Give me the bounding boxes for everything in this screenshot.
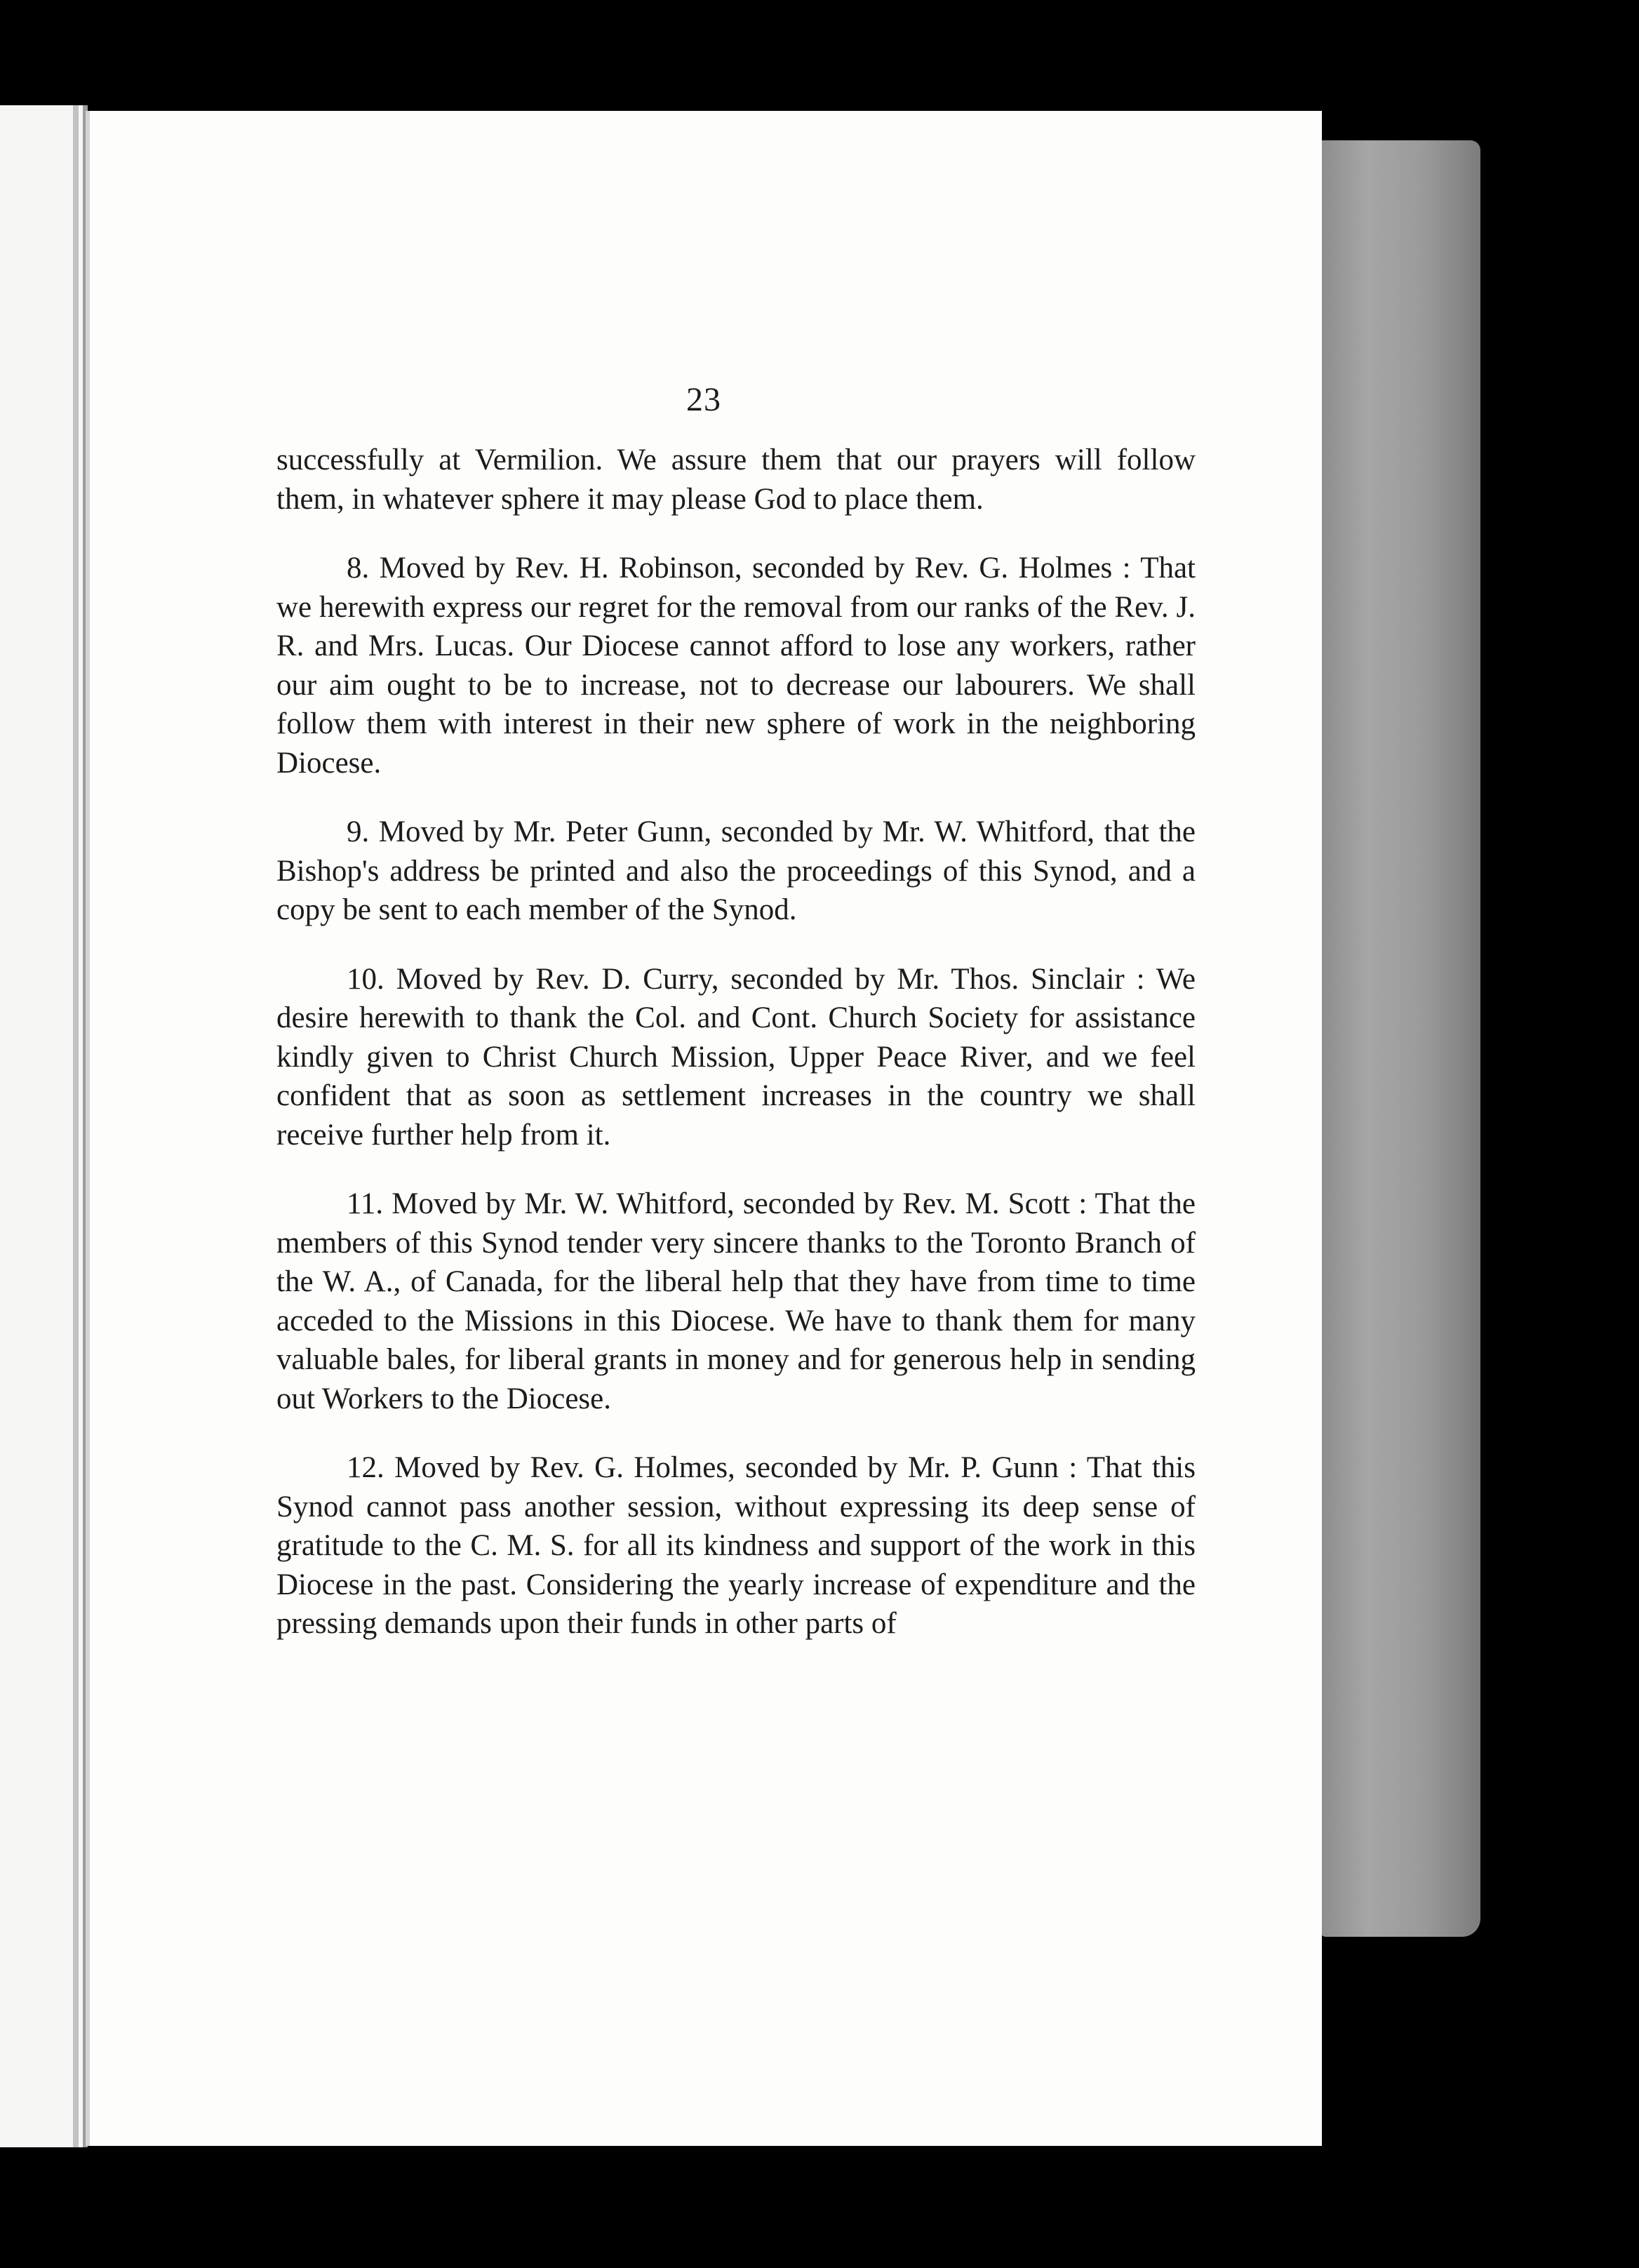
book-page xyxy=(86,111,1322,2146)
paragraph-continued: successfully at Vermilion. We assure them that our prayers will follow them, in whatever sphere it may please God to place them. xyxy=(276,443,1196,516)
paragraph-motion-10: 10. Moved by Rev. D. Curry, seconded by Mr. Thos. Sinclair : We desire herewith to thank the Col. and Cont. Church Society for assistance kindly given to Christ Church Mission, Upper Peace River, and we feel confident that as soon as settlement increases in the country we shall receive further help from it. xyxy=(276,962,1196,1152)
paragraph-motion-11: 11. Moved by Mr. W. Whitford, seconded by Rev. M. Scott : That the members of this Synod tender very sincere thanks to the Toronto Branch of the W. A., of Canada, for the liberal help that they have from time to time acceded to the Missions in this Diocese. We have to thank them for many valuable bales, for liberal grants in money and for generous help in sending out Workers to the Diocese. xyxy=(276,1187,1196,1415)
page-stack-edge xyxy=(1319,140,1480,1937)
page-gutter xyxy=(73,105,79,2147)
paragraph-motion-9: 9. Moved by Mr. Peter Gunn, seconded by Mr. W. Whitford, that the Bishop's address be printed and also the proceedings of this Synod, and a copy be sent to each member of the Synod. xyxy=(276,815,1196,926)
paragraph-motion-8: 8. Moved by Rev. H. Robinson, seconded by Rev. G. Holmes : That we herewith express our regret for the removal from our ranks of the Rev. J. R. and Mrs. Lucas. Our Diocese cannot afford to lose any workers, rather our aim ought to be to increase, not to decrease our labourers. We shall follow them with interest in their new sphere of work in the neighboring Diocese. xyxy=(276,552,1196,780)
page-number: 23 xyxy=(686,381,721,418)
page-text xyxy=(276,441,1196,1643)
paragraph-motion-12: 12. Moved by Rev. G. Holmes, seconded by Mr. P. Gunn : That this Synod cannot pass another session, without expressing its deep sense of gratitude to the C. M. S. for all its kindness and support of the work in this Diocese in the past. Considering the yearly increase of expenditure and the pressing demands upon their funds in other parts of xyxy=(276,1451,1196,1640)
